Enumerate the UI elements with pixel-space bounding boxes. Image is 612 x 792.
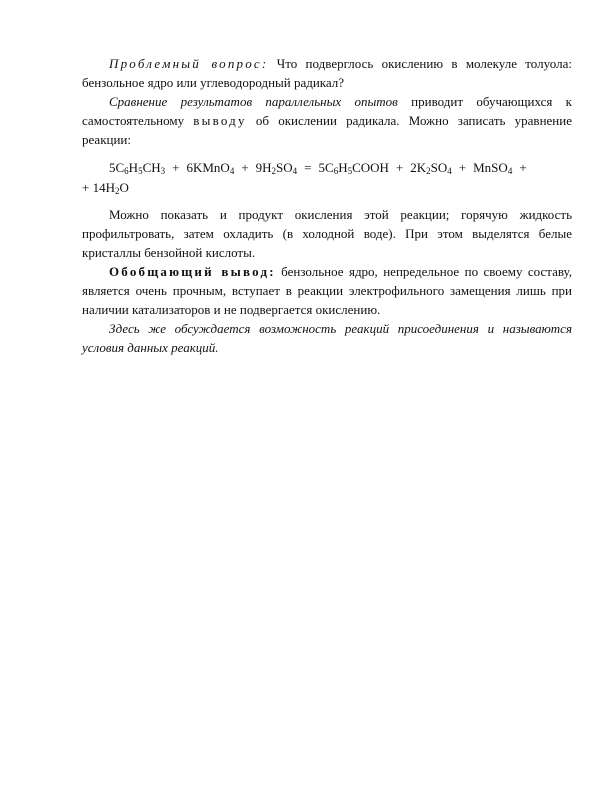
formula-symbol: SO	[276, 160, 293, 175]
equation-operator: +	[241, 160, 249, 175]
formula-symbol: CH	[142, 160, 161, 175]
comparison-text-1: приводит обучающихся к самостоятельному	[82, 94, 572, 128]
formula-symbol: K	[416, 160, 427, 175]
formula-symbol: O	[119, 180, 129, 195]
addition-reactions-paragraph: Здесь же обсуждается возможность реакций присоединения и называются условия данных реакций.	[82, 321, 572, 355]
formula-subscript: 6	[124, 166, 129, 176]
reaction-equation-line-2	[82, 178, 572, 198]
reaction-equation-line-1	[82, 158, 572, 178]
equation-operator: +	[519, 160, 527, 175]
equation-coefficient: 14	[92, 180, 106, 195]
chemical-formula	[109, 160, 165, 175]
chemical-formula	[186, 160, 234, 175]
chemical-formula	[319, 160, 389, 175]
formula-symbol: SO	[430, 160, 448, 175]
general-conclusion-paragraph	[82, 262, 572, 319]
equation-operator: +	[395, 160, 404, 175]
formula-subscript: 3	[160, 166, 166, 176]
product-demo-paragraph: Можно показать и продукт окисления этой реакции; горячую жидкость профильтровать, затем охладить (в холодной воде). При этом выделятся белые кристаллы бензойной кислоты.	[82, 207, 572, 260]
formula-symbol: COOH	[352, 160, 389, 175]
formula-subscript: 2	[426, 166, 431, 176]
formula-subscript: 6	[333, 166, 339, 176]
equation-operator: =	[304, 160, 312, 175]
equation-coefficient: 9	[255, 160, 263, 175]
problem-question-label: Проблемный вопрос:	[109, 56, 269, 71]
conclusion-word: выводу	[193, 113, 247, 128]
formula-subscript: 2	[271, 166, 277, 176]
formula-symbol: H	[338, 160, 348, 175]
equation-operator: +	[172, 160, 180, 175]
chemical-formula	[473, 160, 512, 175]
general-conclusion-label: Обобщающий вывод:	[109, 264, 276, 279]
formula-symbol: H	[262, 160, 272, 175]
formula-subscript: 5	[347, 166, 353, 176]
equation-coefficient: 6	[186, 160, 193, 175]
formula-subscript: 4	[292, 166, 298, 176]
formula-subscript: 5	[138, 166, 143, 176]
formula-symbol: H	[128, 160, 139, 175]
formula-symbol: C	[115, 160, 125, 175]
chemical-formula	[256, 160, 298, 175]
chemical-formula	[410, 160, 452, 175]
equation-coefficient: 5	[109, 160, 116, 175]
formula-subscript: 4	[447, 166, 452, 176]
document-body	[82, 54, 572, 357]
equation-coefficient: 5	[318, 160, 326, 175]
equation-operator: +	[458, 160, 467, 175]
formula-symbol: H	[105, 180, 115, 195]
general-conclusion-text: бензольное ядро, непредельное по своему составу, является очень прочным, вступает в реакции электрофильного замещения лишь при наличии катализаторов и не подвергается окислению.	[82, 264, 572, 317]
formula-symbol: C	[325, 160, 334, 175]
problem-question-text: Что подверглось окислению в молекуле толуола: бензольное ядро или углеводородный радикал?	[82, 56, 572, 90]
comparison-text-2: об окислении радикала. Можно записать уравнение реакции:	[82, 113, 572, 147]
formula-symbol: KMnO	[192, 160, 230, 175]
formula-symbol: MnSO	[473, 160, 508, 175]
formula-subscript: 2	[114, 186, 120, 196]
problem-question-paragraph	[82, 54, 572, 92]
equation-coefficient: 2	[410, 160, 417, 175]
formula-subscript: 4	[229, 166, 235, 176]
formula-subscript: 4	[507, 166, 513, 176]
equation-operator: +	[82, 180, 90, 195]
comparison-paragraph	[82, 92, 572, 149]
comparison-italic-text: Сравнение результатов параллельных опытов	[109, 94, 398, 109]
